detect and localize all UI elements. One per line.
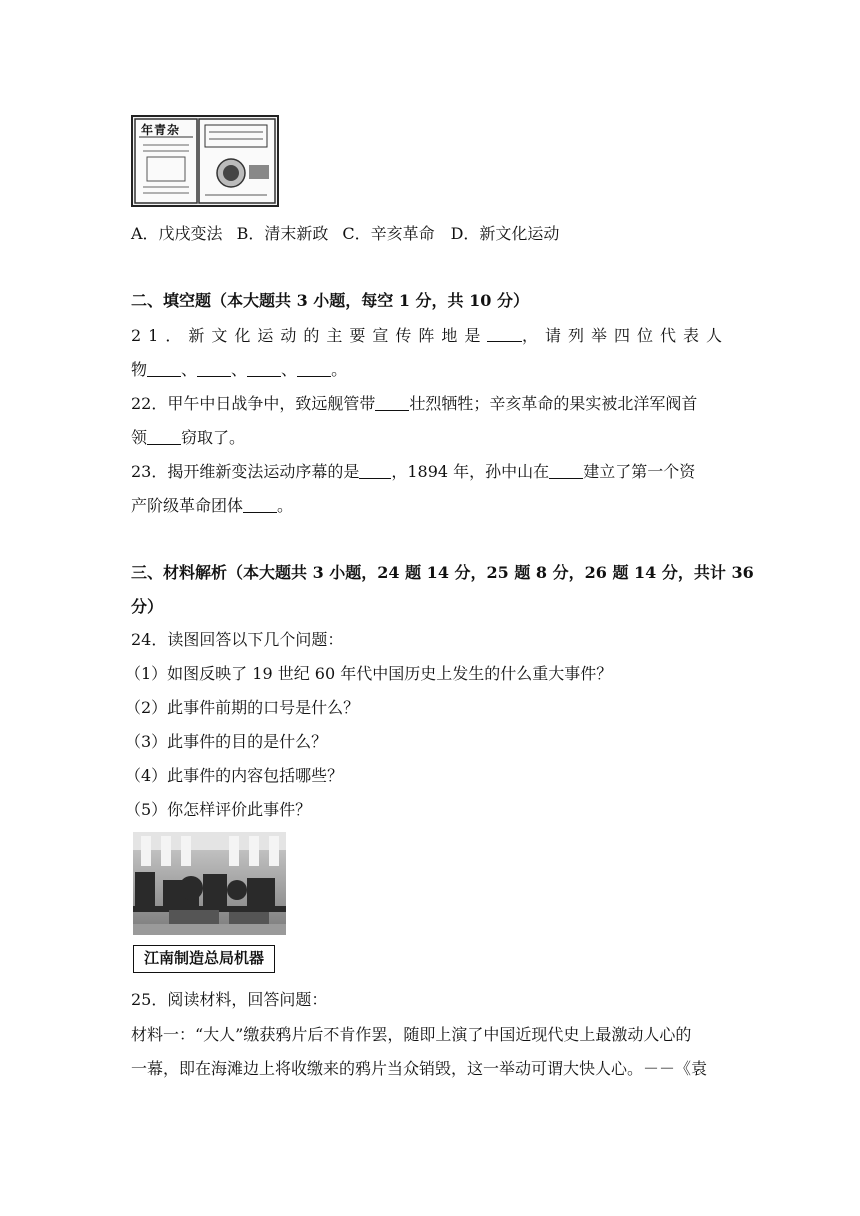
q24-sub-2: （2）此事件前期的口号是什么？ xyxy=(125,698,360,717)
newspaper-image xyxy=(131,115,279,207)
q23-text-1: 23．揭开维新变法运动序幕的是 xyxy=(131,462,360,481)
q23-text-5: 。 xyxy=(277,496,294,515)
section2-heading: 二、填空题（本大题共 3 小题，每空 1 分，共 10 分） xyxy=(131,291,529,310)
q21-line2 xyxy=(131,359,347,381)
q23-text-2: ，1894 年，孙中山在 xyxy=(391,462,550,481)
q23-blank-1 xyxy=(359,462,391,479)
q24-stem: 24．读图回答以下几个问题： xyxy=(131,630,344,649)
q25-stem: 25．阅读材料，回答问题： xyxy=(131,990,328,1009)
q21-text-1: 21．新文化运动的主要宣传阵地是 xyxy=(131,326,488,345)
q22-line1 xyxy=(131,393,697,415)
q23-text-3: 建立了第一个资 xyxy=(583,462,696,481)
q21-sep-3: 、 xyxy=(281,360,298,379)
q23-line1 xyxy=(131,461,695,483)
q21-text-3: 物 xyxy=(131,360,148,379)
section3-heading-line2: 分） xyxy=(131,597,164,616)
q21-blank-1 xyxy=(487,325,522,342)
factory-photo xyxy=(133,832,286,935)
q20-options xyxy=(131,223,559,245)
q24-sub-4: （4）此事件的内容包括哪些？ xyxy=(125,766,344,785)
factory-caption xyxy=(133,945,275,973)
q21-blank-3 xyxy=(197,360,231,377)
option-c: C．辛亥革命 xyxy=(342,224,435,243)
newspaper-title: 年青杂 xyxy=(141,123,181,137)
q21-sep-1: 、 xyxy=(181,360,198,379)
q22-blank-2 xyxy=(147,428,181,445)
q21-end: 。 xyxy=(331,360,348,379)
q22-text-1: 22．甲午中日战争中，致远舰管带 xyxy=(131,394,376,413)
q24-sub-1: （1）如图反映了 19 世纪 60 年代中国历史上发生的什么重大事件？ xyxy=(125,664,613,683)
q21-line1 xyxy=(131,325,729,347)
q21-text-2: ，请列举四位代表人 xyxy=(521,326,729,345)
q24-sub-5: （5）你怎样评价此事件？ xyxy=(125,800,312,819)
q25-material1-line2: 一幕，即在海滩边上将收缴来的鸦片当众销毁，这一举动可谓大快人心。－－《袁 xyxy=(131,1059,708,1078)
q23-blank-3 xyxy=(243,496,277,513)
section3-heading-line1: 三、材料解析（本大题共 3 小题，24 题 14 分，25 题 8 分，26 题 14 分，共计 36 xyxy=(131,563,754,582)
q23-text-4: 产阶级革命团体 xyxy=(131,496,244,515)
q21-sep-2: 、 xyxy=(231,360,248,379)
q22-line2 xyxy=(131,427,245,449)
factory-caption-text: 江南制造总局机器 xyxy=(143,949,264,967)
q23-line2 xyxy=(131,495,293,517)
q22-blank-1 xyxy=(375,394,409,411)
q22-text-3: 领 xyxy=(131,428,148,447)
q23-blank-2 xyxy=(549,462,583,479)
q24-sub-3: （3）此事件的目的是什么？ xyxy=(125,732,328,751)
q25-material1-line1: 材料一：“大人”缴获鸦片后不肯作罢，随即上演了中国近现代史上最激动人心的 xyxy=(131,1025,692,1044)
q21-blank-2 xyxy=(147,360,181,377)
q22-text-2: 壮烈牺牲；辛亥革命的果实被北洋军阀首 xyxy=(409,394,698,413)
q21-blank-4 xyxy=(247,360,281,377)
option-b: B．清末新政 xyxy=(236,224,329,243)
q21-blank-5 xyxy=(297,360,331,377)
q22-text-4: 窃取了。 xyxy=(181,428,246,447)
option-a: A．戊戌变法 xyxy=(131,224,223,243)
option-d: D．新文化运动 xyxy=(450,224,560,243)
machinery-illustration xyxy=(133,832,286,935)
